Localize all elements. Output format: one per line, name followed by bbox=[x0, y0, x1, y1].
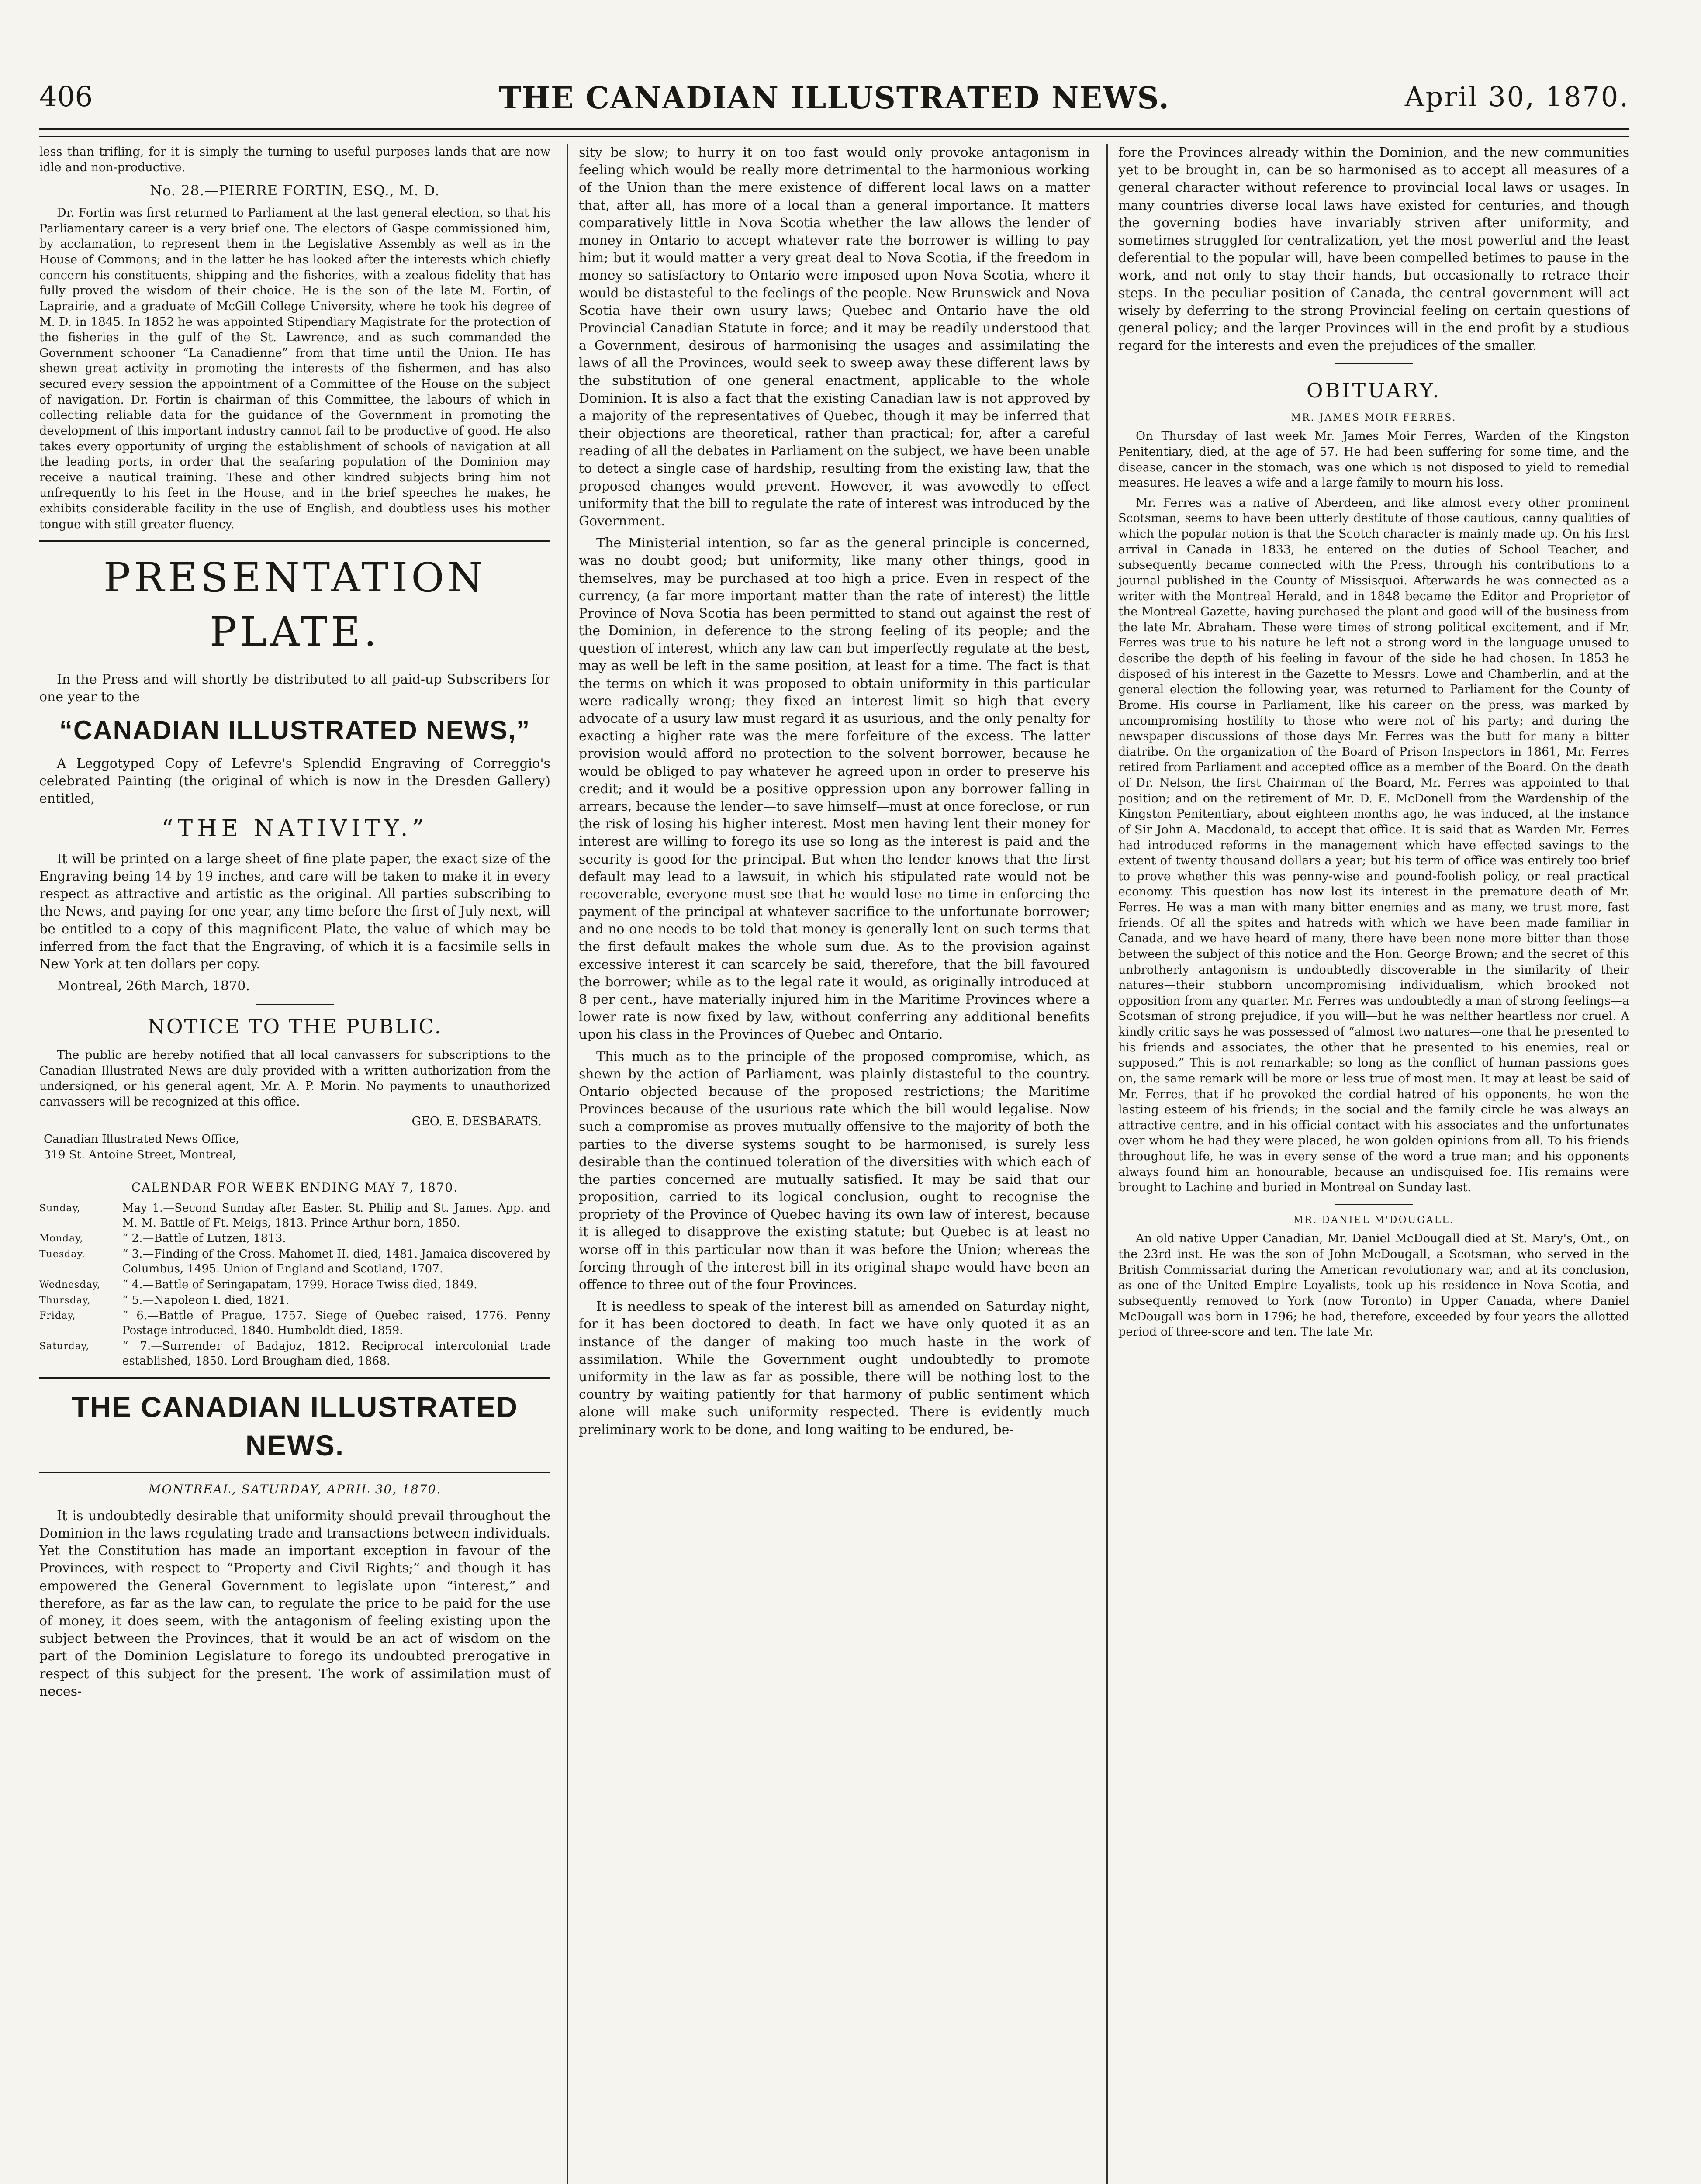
presentation-plate-heading: PRESENTATION PLATE. bbox=[103, 554, 487, 655]
obituary-paragraph: On Thursday of last week Mr. James Moir Ferres, Warden of the Kingston Penitentiary, died, at the age of 57. He had been suffering for some time, and the disease, cancer in the stomach, was one which is not disposed to yield to remedial measures. He leaves a wife and a large family to mourn his loss. bbox=[1118, 429, 1629, 490]
calendar-row bbox=[39, 1247, 550, 1277]
column-left bbox=[39, 144, 550, 1705]
calendar-row bbox=[39, 1231, 550, 1246]
calendar-day: Monday, bbox=[39, 1233, 83, 1244]
mcdougall-heading: MR. DANIEL M'DOUGALL. bbox=[1293, 1214, 1454, 1226]
editorial-paragraph: fore the Provinces already within the Dominion, and the new communities yet to be brought in, can be so harmonised as to accept all measures of a general character without reference to provincial local laws or usages. In many countries diverse local laws have existed for centuries, and though the governing bodies have invariably striven after uniformity, and sometimes struggled for centralization, yet the most powerful and the least deferential to the popular will, have been compelled betimes to pause in the work, and not only to stay their hands, but occasionally to retrace their steps. In the peculiar position of Canada, the central government will act wisely by deferring to the strong Provincial feeling on certain questions of general policy; and the larger Provinces will in the end profit by a studious regard for the interests and even the prejudices of the smaller. bbox=[1118, 145, 1629, 354]
section-rule bbox=[39, 540, 550, 542]
divider bbox=[1335, 1204, 1413, 1205]
calendar-list bbox=[39, 1201, 550, 1369]
calendar-heading: CALENDAR FOR WEEK ENDING MAY 7, 1870. bbox=[131, 1180, 459, 1195]
calendar-day: Tuesday, bbox=[39, 1249, 85, 1260]
column-right bbox=[1118, 144, 1629, 1344]
calendar-row bbox=[39, 1339, 550, 1369]
divider bbox=[256, 1004, 334, 1005]
editorial-paragraph: It is needless to speak of the interest bill as amended on Saturday night, for it has been doctored to death. In fact we have only quoted it as an instance of the danger of making too much haste in the work of assimilation. While the Government ought undoubtedly to promote uniformity in the law as far as possible, there will be nothing lost to the country by waiting patiently for that harmony of public sentiment which alone will make such uniformity respected. There is evidently much preliminary work to be done, and long waiting to be endured, be- bbox=[579, 1299, 1090, 1438]
calendar-row bbox=[39, 1201, 550, 1231]
ferres-heading: MR. JAMES MOIR FERRES. bbox=[1291, 412, 1457, 423]
calendar-row bbox=[39, 1278, 550, 1292]
office-address bbox=[44, 1132, 550, 1163]
masthead bbox=[39, 81, 1629, 129]
editorial-paragraph: The Ministerial intention, so far as the general principle is concerned, was no doubt good; but uniformity, like many other things, good in themselves, may be purchased at too high a price. Even in respect of the currency, (a far more important matter than the rate of interest) the little Province of Nova Scotia has been permitted to stand out against the rest of the Dominion, in deference to the strong feeling of its people; and the question of interest, which any law can but imperfectly regulate at the best, may as well be left in the same position, at least for a time. The fact is that the terms on which it was proposed to obtain uniformity in this particular were radically wrong; they fixed an interest limit so high that every advocate of a usury law must regard it as usurious, and the only penalty for exacting a higher rate was the mere forfeiture of the excess. The latter provision would afford no protection to the solvent borrower, because he would be obliged to pay whatever he agreed upon in order to preserve his credit; and it would be a positive oppression upon any borrower falling in arrears, because the lender—to save himself—must at once foreclose, or run the risk of losing his higher interest. Most men having lent their money for interest are willing to forego its use so long as the interest is paid and the security is good for the principal. But when the lender knows that the first default may lead to a lawsuit, in which his stipulated rate would not be recoverable, everyone must see that he would lose no time in enforcing the payment of the principal at whatever sacrifice to the unfortunate borrower; and no one needs to be told that money is generally lent on such terms that the first default makes the whole sum due. As to the provision against excessive interest it can scarcely be said, therefore, that the bill favoured the borrower; while as to the legal rate it would, as originally introduced at 8 per cent., have materially injured him in the Maritime Provinces where a lower rate is now fixed by law, without conferring any additional benefits upon his class in the Provinces of Quebec and Ontario. bbox=[579, 536, 1090, 1043]
editorial-masthead: THE CANADIAN ILLUSTRATED NEWS. bbox=[71, 1390, 519, 1462]
fortin-heading: No. 28.—PIERRE FORTIN, ESQ., M. D. bbox=[150, 182, 440, 199]
presentation-date: Montreal, 26th March, 1870. bbox=[57, 978, 250, 994]
paper-name: “CANADIAN ILLUSTRATED NEWS,” bbox=[59, 715, 531, 745]
calendar-day: Saturday, bbox=[39, 1341, 90, 1352]
section-rule bbox=[39, 1377, 550, 1379]
notice-signature: GEO. E. DESBARATS. bbox=[411, 1115, 542, 1129]
calendar-entry: “ 3.—Finding of the Cross. Mahomet II. died, 1481. Jamaica discovered by Columbus, 1495. Union of England and Scotland, 1707. bbox=[122, 1248, 550, 1275]
editorial-paragraph: It is undoubtedly desirable that uniformity should prevail throughout the Dominion in the laws regulating trade and transactions between individuals. Yet the Constitution has made an important exception in favour of the Provinces, with respect to “Property and Civil Rights;” and though it has empowered the General Government to legislate upon “interest,” and therefore, as far as the law can, to regulate the price to be paid for the use of money, it does seem, with the antagonism of feeling existing upon the subject between the Provinces, that it would be an act of wisdom on the part of the Dominion Legislature to forego its undoubted prerogative in respect of this subject for the present. The work of assimilation must of neces- bbox=[39, 1508, 550, 1699]
calendar-entry: “ 4.—Battle of Seringapatam, 1799. Horace Twiss died, 1849. bbox=[122, 1278, 477, 1291]
column-divider bbox=[567, 144, 568, 2184]
column-divider bbox=[1106, 144, 1108, 2184]
calendar-day: Wednesday, bbox=[39, 1279, 101, 1290]
editorial-paragraph: This much as to the principle of the proposed compromise, which, as shewn by the action of Parliament, was plainly distasteful to the country. Ontario objected because of the proposed restrictions; the Maritime Provinces because of the usurious rate which the bill would legalise. Now such a compromise as proves mutually offensive to the majority of both the parties to the diverse systems sought to be harmonised, is surely less desirable than the continued toleration of the diversities with which each of the parties concerned are mutually satisfied. It may be said that our proposition, carried to its logical conclusion, ought to recognise the propriety of the Province of Quebec having its own law of interest, because it is alleged to disapprove the existing statute; but Quebec is at least no worse off in this particular now than it was before the Union; whereas the forcing through of the interest bill in its original shape would have been an offence to three out of the four Provinces. bbox=[579, 1049, 1090, 1292]
office-line: 319 St. Antoine Street, Montreal, bbox=[44, 1148, 236, 1162]
editorial-dateline: MONTREAL, SATURDAY, APRIL 30, 1870. bbox=[148, 1482, 442, 1497]
obituary-paragraph: An old native Upper Canadian, Mr. Daniel McDougall died at St. Mary's, Ont., on the 23rd inst. He was the son of John McDougall, a Scotsman, who served in the British Commissariat during the American revolutionary war, and at its conclusion, as one of the United Empire Loyalists, took up his residence in Nova Scotia, and subsequently removed to York (now Toronto) in Upper Canada, where Daniel McDougall was born in 1796; he had, therefore, exceeded by four years the allotted period of three-score and ten. The late Mr. bbox=[1118, 1232, 1629, 1339]
divider bbox=[39, 1472, 550, 1473]
obituary-heading: OBITUARY. bbox=[1306, 379, 1442, 403]
masthead-rule bbox=[39, 128, 1629, 137]
calendar-day: Sunday, bbox=[39, 1203, 81, 1214]
editorial-paragraph: sity be slow; to hurry it on too fast would only provoke antagonism in feeling which would be really more detrimental to the harmonious working of the Union than the mere existence of different local laws on a matter that, after all, has more of a local than a general importance. It matters comparatively little in Nova Scotia whether the law allows the lender of money in Ontario to accept whatever rate the borrower is willing to pay him; but it would matter a very great deal to Nova Scotia, if the freedom in money so satisfactory to Ontario were imposed upon Nova Scotia, where it would be distasteful to the feelings of the people. New Brunswick and Nova Scotia have their own usury laws; Quebec and Ontario have the old Provincial Canadian Statute in force; and it may be readily understood that a Government, desirous of harmonising the usages and assimilating the laws of all the Provinces, would seek to sweep away these different laws by the substitution of one general enactment, applicable to the whole Dominion. It is also a fact that the existing Canadian law is not approved by a majority of the representatives of Quebec, though it may be inferred that their objections are theoretical, rather than practical; for, after a careful reading of all the debates in Parliament on the subject, we have been unable to detect a single case of hardship, resulting from the existing law, that the proposed changes would prevent. However, it was avowedly to effect uniformity that the bill to regulate the rate of interest was introduced by the Government. bbox=[579, 145, 1090, 529]
calendar-row bbox=[39, 1309, 550, 1338]
lead-fragment: less than trifling, for it is simply the turning to useful purposes lands that are now idle and non-productive. bbox=[39, 145, 550, 174]
notice-text: The public are hereby notified that all local canvassers for subscriptions to the Canadian Illustrated News are duly provided with a written authorization from the undersigned, or his general agent, Mr. A. P. Morin. No payments to unauthorized canvassers will be recognized at this office. bbox=[39, 1048, 550, 1109]
divider bbox=[1335, 363, 1413, 364]
calendar-entry: “ 2.—Battle of Lutzen, 1813. bbox=[122, 1232, 286, 1245]
presentation-intro: In the Press and will shortly be distributed to all paid-up Subscribers for one year to the bbox=[39, 671, 550, 705]
page-number: 406 bbox=[39, 81, 93, 113]
calendar-entry: “ 6.—Battle of Prague, 1757. Siege of Quebec raised, 1776. Penny Postage introduced, 1840. Humboldt died, 1859. bbox=[122, 1309, 550, 1337]
calendar-day: Thursday, bbox=[39, 1295, 91, 1306]
presentation-copy: A Leggotyped Copy of Lefevre's Splendid Engraving of Correggio's celebrated Painting (the original of which is now in the Dresden Gallery) entitled, bbox=[39, 756, 550, 806]
calendar-row bbox=[39, 1293, 550, 1308]
calendar-entry: “ 5.—Napoleon I. died, 1821. bbox=[122, 1293, 290, 1307]
fortin-biography: Dr. Fortin was first returned to Parliament at the last general election, so that his Parliamentary career is a very brief one. The electors of Gaspe commissioned him, by acclamation, to represent them in the Legislative Assembly as well as in the House of Commons; and in the latter he has looked after the interests which chiefly concern his constituents, shipping and the fisheries, with a zealous fidelity that has fully proved the wisdom of their choice. He is the son of the late M. Fortin, of Laprairie, and a graduate of McGill College University, where he took his degree of M. D. in 1845. In 1852 he was appointed Stipendiary Magistrate for the protection of the fisheries in the gulf of the St. Lawrence, and as such commanded the Government schooner “La Canadienne” from that time until the Union. He has shewn great activity in promoting the interests of the fishermen, and has also secured every session the appointment of a Committee of the House on the subject of navigation. Dr. Fortin is chairman of this Committee, the labours of which in collecting reliable data for the guidance of the Government in promoting the development of this important industry cannot fail to be productive of good. He also takes every opportunity of urging the establishment of schools of navigation at all the leading ports, in order that the seafaring population of the Dominion may receive a nautical training. These and other kindred subjects bring him not unfrequently to his feet in the House, and in the brief speeches he makes, he exhibits considerable facility in the use of English, and doubtless uses his mother tongue with still greater fluency. bbox=[39, 206, 550, 531]
presentation-details: It will be printed on a large sheet of fine plate paper, the exact size of the Engraving being 14 by 19 inches, and care will be taken to make it in every respect as attractive and artistic as the original. All parties subscribing to the News, and paying for one year, any time before the first of July next, will be entitled to a copy of this magnificent Plate, the value of which may be inferred from the fact that the Engraving, of which it is a facsimile sells in New York at ten dollars per copy. bbox=[39, 851, 550, 972]
calendar-day: Friday, bbox=[39, 1310, 76, 1322]
issue-date: April 30, 1870. bbox=[1404, 81, 1629, 113]
obituary-paragraph: Mr. Ferres was a native of Aberdeen, and like almost every other prominent Scotsman, seems to have been utterly destitute of those cautious, canny qualities of which the popular notion is that the Scotch character is mainly made up. On his first arrival in Canada in 1833, he entered on the duties of School Teacher, and subsequently became connected with the Press, through his contributions to a journal published in the County of Missisquoi. Afterwards he was connected as a writer with the Montreal Herald, and in 1848 became the Editor and Proprietor of the Montreal Gazette, having purchased the plant and good will of the business from the late Mr. Abraham. These were times of strong political excitement, and if Mr. Ferres was true to his nature he left not a strong word in the language unused to describe the depth of his feeling in favour of the side he had chosen. In 1853 he disposed of his interest in the Gazette to Messrs. Lowe and Chamberlin, and at the general election the following year, was returned to Parliament for the County of Brome. His course in Parliament, like his career on the press, was marked by uncompromising hostility to those who were not of his party; and during the newspaper discussions of those days Mr. Ferres was the butt for many a bitter diatribe. On the organization of the Board of Prison Inspectors in 1861, Mr. Ferres retired from Parliament and accepted office as a member of the Board. On the death of Dr. Nelson, the first Chairman of the Board, Mr. Ferres was appointed to that position; and on the retirement of Mr. D. E. McDonell from the Wardenship of the Kingston Penitentiary, about eighteen months ago, he was induced, at the instance of Sir John A. Macdonald, to accept that office. It is said that as Warden Mr. Ferres had introduced reforms in the management which have effected savings to the extent of twenty thousand dollars a year; but his term of office was entirely too brief to prove whether this was penny-wise and pound-foolish policy, or real practical economy. This question has now lost its interest in the premature death of Mr. Ferres. He was a man with many bitter enemies and as many, we trust more, fast friends. Of all the spites and hatreds with which we have been made familiar in Canada, and we have heard of many, there have been none more bitter than those between the subject of this notice and the Hon. George Brown; and the secret of this unbrotherly antagonism is undoubtedly discoverable in the similarity of their natures—their stubborn uncompromising individualism, which brooked not opposition from any quarter. Mr. Ferres was undoubtedly a man of strong feelings—a Scotsman of strong prejudice, if you will—but he was neither heartless nor cruel. A kindly critic says he was possessed of “almost two natures—one that he presented to his friends and associates, the other that he presented to his enemies, real or supposed.” This is not remarkable; so long as the conflict of human passions goes on, the same remark will be more or less true of most men. It may at least be said of Mr. Ferres, that if he provoked the cordial hatred of his opponents, he won the lasting esteem of his friends; in the social and the family circle he was always an attractive centre, and in his official contact with his associates and the unfortunates over whom he had they were placed, he won golden opinions from all. To his friends throughout life, he was in every sense of the word a true man; and his opponents always found him an honourable, because an undisguised foe. His remains were brought to Lachine and buried in Montreal on Sunday last. bbox=[1118, 496, 1629, 1195]
calendar-entry: “ 7.—Surrender of Badajoz, 1812. Reciprocal intercolonial trade established, 1850. Lord Brougham died, 1868. bbox=[122, 1339, 550, 1368]
nativity-title: “THE NATIVITY.” bbox=[161, 816, 429, 842]
notice-heading: NOTICE TO THE PUBLIC. bbox=[147, 1015, 443, 1039]
office-line: Canadian Illustrated News Office, bbox=[44, 1132, 239, 1146]
paper-title: THE CANADIAN ILLUSTRATED NEWS. bbox=[499, 81, 1170, 116]
calendar-entry: May 1.—Second Sunday after Easter. St. Philip and St. James. App. and M. M. Battle of Ft. Meigs, 1813. Prince Arthur born, 1850. bbox=[122, 1201, 550, 1230]
column-middle bbox=[579, 144, 1090, 1443]
